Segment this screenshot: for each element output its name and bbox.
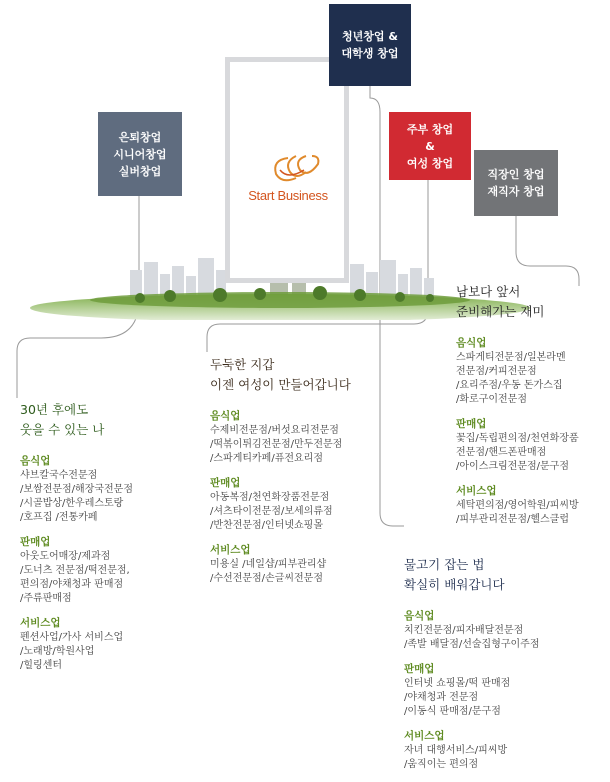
section-title: 서비스업 (456, 485, 497, 497)
worker-section (456, 336, 606, 407)
retire-section (20, 616, 190, 673)
category-box-women: 주부 창업 & 여성 창업 (389, 112, 471, 180)
worker-section (456, 484, 606, 527)
section-items: 미용실 /네일샵/피부관리샵 /수선전문점/손글씨전문점 (210, 559, 327, 584)
start-business-logo-icon (266, 150, 326, 190)
youth-section (404, 662, 604, 719)
section-title: 판매업 (456, 418, 487, 430)
women-heading: 두둑한 지갑 이젠 여성이 만들어갑니다 (210, 357, 351, 392)
section-title: 서비스업 (404, 730, 445, 742)
women-section (210, 543, 385, 586)
section-items: 아웃도어매장/제과점 /도너츠 전문점/떡전문점, 편의점/야채청과 판매점 /주류판매점 (20, 551, 130, 604)
section-items: 아동복점/천연화장품전문점 /셔츠타이전문점/보세의류점 /반찬전문점/인터넷쇼핑몰 (210, 492, 333, 531)
women-section (210, 409, 385, 466)
section-items: 자녀 대행서비스/피씨방 /움직이는 편의점 (404, 745, 508, 770)
youth-heading: 물고기 잡는 법 확실히 배워갑니다 (404, 557, 505, 592)
section-items: 스파게티전문점/일본라멘 전문점/커피전문점 /요리주점/우동 돈가스집 /화로구이전문점 (456, 352, 566, 405)
youth-section (404, 609, 604, 652)
retire-column (20, 400, 190, 683)
category-box-retire: 은퇴창업 시니어창업 실버창업 (98, 112, 182, 196)
section-items: 펜션사업/가사 서비스업 /노래방/학원사업 /힐링센터 (20, 632, 124, 671)
category-box-youth: 청년창업 & 대학생 창업 (329, 4, 411, 86)
section-items: 인터넷 쇼핑몰/떡 판매점 /야채청과 전문점 /이동식 판매점/문구점 (404, 678, 511, 717)
worker-section (456, 417, 606, 474)
youth-section (404, 729, 604, 772)
section-items: 수제비전문점/버섯요리전문점 /떡볶이튀김전문점/만두전문점 /스파게티카페/퓨전요리점 (210, 425, 343, 464)
section-title: 음식업 (456, 337, 487, 349)
worker-column (456, 282, 606, 537)
section-items: 치킨전문점/피자배달전문점 /족발 배달점/선술집형구이주점 (404, 625, 540, 650)
section-title: 서비스업 (20, 617, 61, 629)
retire-section (20, 454, 190, 525)
section-items: 샤브칼국수전문점 /보쌈전문점/해장국전문점 /시골밥상/한우레스토랑 /호프집 /전통카페 (20, 470, 133, 523)
women-column (210, 355, 385, 596)
worker-heading: 남보다 앞서 준비해가는 재미 (456, 284, 545, 319)
section-title: 판매업 (404, 663, 435, 675)
section-title: 음식업 (20, 455, 51, 467)
youth-column (404, 555, 604, 782)
section-title: 음식업 (404, 610, 435, 622)
section-title: 판매업 (210, 477, 241, 489)
retire-heading: 30년 후에도 웃을 수 있는 나 (20, 402, 105, 437)
section-title: 서비스업 (210, 544, 251, 556)
category-box-worker: 직장인 창업 재직자 창업 (474, 150, 558, 216)
retire-section (20, 535, 190, 606)
section-items: 세탁편의점/영어학원/피씨방 /피부관리전문점/헬스클럽 (456, 500, 579, 525)
section-title: 판매업 (20, 536, 51, 548)
start-business-logo-text: Start Business (248, 188, 328, 203)
women-section (210, 476, 385, 533)
section-items: 꽃집/독립편의점/천연화장품 전문점/핸드폰판매점 /아이스크림전문점/문구점 (456, 433, 579, 472)
section-title: 음식업 (210, 410, 241, 422)
